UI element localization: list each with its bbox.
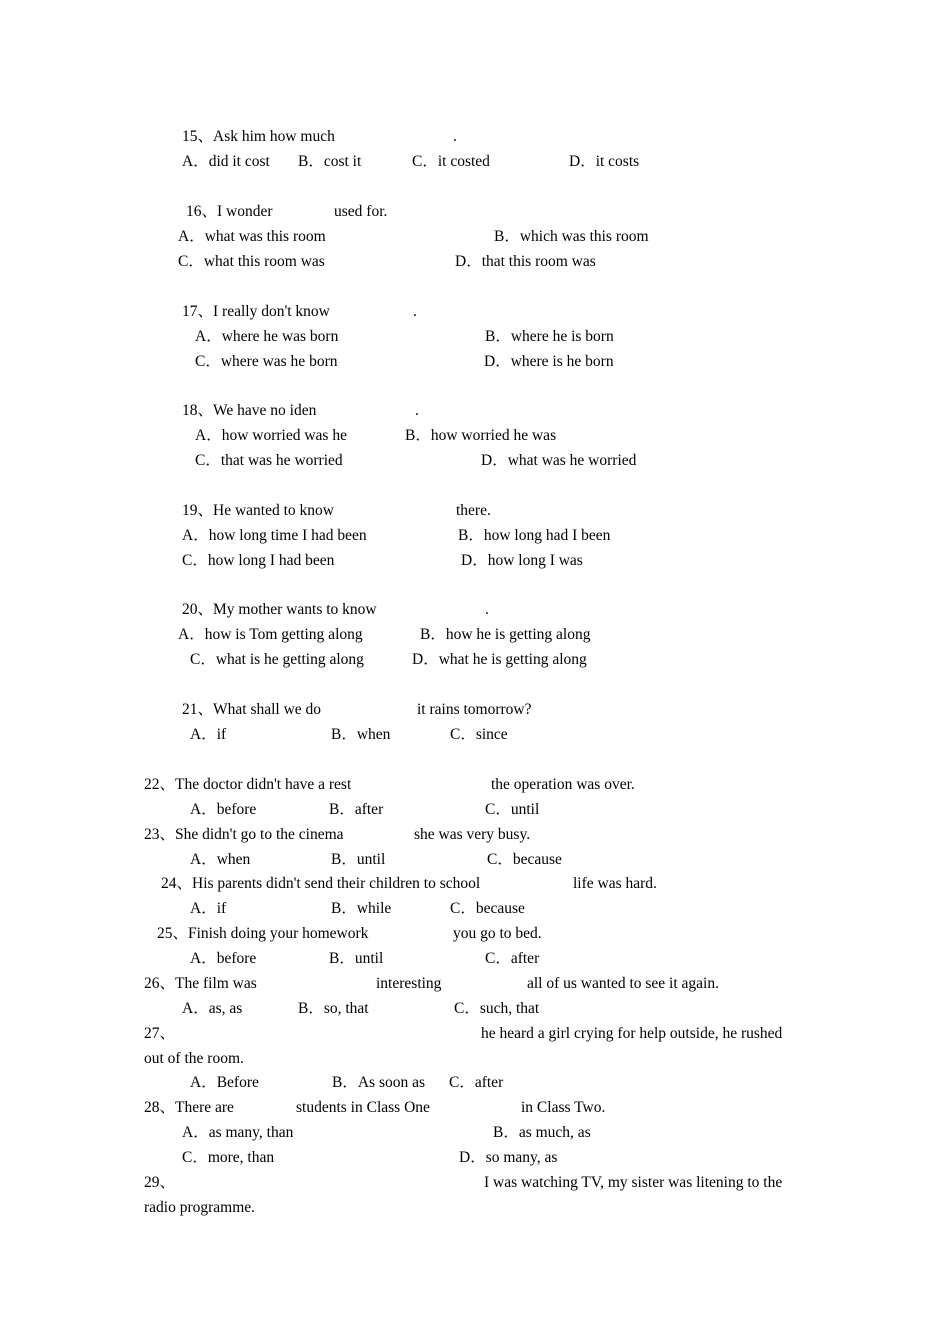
question-stem: 21、What shall we do [182, 701, 322, 718]
question-stem: . [485, 601, 489, 618]
question-stem: 17、I really don't know [182, 303, 330, 320]
option-c: C．that was he worried [195, 452, 343, 469]
question-stem: 25、Finish doing your homework [157, 925, 369, 942]
option-a: A．before [190, 801, 257, 818]
option-b: B．until [329, 950, 384, 967]
question-stem: 27、 [144, 1025, 176, 1042]
question-stem: 20、My mother wants to know [182, 601, 377, 618]
option-a: A．when [190, 851, 251, 868]
option-a: A．where he was born [195, 328, 339, 345]
option-b: B．how worried he was [405, 427, 557, 444]
question-stem: it rains tomorrow? [417, 701, 532, 718]
question-stem: 22、The doctor didn't have a rest [144, 776, 352, 793]
question-stem: 28、There are [144, 1099, 234, 1116]
question-stem: 24、His parents didn't send their children to school [161, 875, 481, 892]
option-c: C．what this room was [178, 253, 325, 270]
option-b: B．while [331, 900, 392, 917]
option-a: A．how worried was he [195, 427, 347, 444]
option-c: C．until [485, 801, 540, 818]
option-c: C．since [450, 726, 508, 743]
option-c: C．what is he getting along [190, 651, 364, 668]
option-d: D．how long I was [461, 552, 583, 569]
option-a: A．if [190, 900, 227, 917]
option-b: B．cost it [298, 153, 362, 170]
option-a: A．how long time I had been [182, 527, 367, 544]
option-a: A．how is Tom getting along [178, 626, 363, 643]
option-d: D．that this room was [455, 253, 596, 270]
question-stem: the operation was over. [491, 776, 635, 793]
question-stem: he heard a girl crying for help outside, he rushed [481, 1025, 783, 1042]
option-c: C．more, than [182, 1149, 275, 1166]
question-stem: . [415, 402, 419, 419]
question-stem: . [413, 303, 417, 320]
option-b: B．where he is born [485, 328, 614, 345]
option-c: C．it costed [412, 153, 490, 170]
question-stem: students in Class One [296, 1099, 430, 1116]
option-b: B．As soon as [332, 1074, 426, 1091]
option-a: A．as many, than [182, 1124, 294, 1141]
option-b: B．which was this room [494, 228, 649, 245]
option-b: B．as much, as [493, 1124, 591, 1141]
option-b: B．how long had I been [458, 527, 611, 544]
option-c: C．how long I had been [182, 552, 335, 569]
question-stem: I was watching TV, my sister was litening to the [484, 1174, 783, 1191]
question-stem: . [453, 128, 457, 145]
option-a: A．before [190, 950, 257, 967]
option-b: B．so, that [298, 1000, 369, 1017]
question-stem: out of the room. [144, 1050, 244, 1067]
option-d: D．so many, as [459, 1149, 558, 1166]
option-c: C．such, that [454, 1000, 540, 1017]
question-stem: 19、He wanted to know [182, 502, 334, 519]
question-stem: 23、She didn't go to the cinema [144, 826, 344, 843]
question-stem: you go to bed. [453, 925, 542, 942]
question-stem: 15、Ask him how much [182, 128, 335, 145]
question-stem: 29、 [144, 1174, 176, 1191]
question-stem: used for. [334, 203, 388, 220]
question-stem: 18、We have no iden [182, 402, 317, 419]
question-stem: life was hard. [573, 875, 657, 892]
option-b: B．when [331, 726, 391, 743]
option-c: C．after [449, 1074, 504, 1091]
question-stem: radio programme. [144, 1199, 256, 1216]
option-d: D．where is he born [484, 353, 614, 370]
option-b: B．after [329, 801, 384, 818]
option-c: C．because [450, 900, 525, 917]
option-a: A．did it cost [182, 153, 270, 170]
option-a: A．as, as [182, 1000, 243, 1017]
question-stem: she was very busy. [414, 826, 531, 843]
option-a: A．if [190, 726, 227, 743]
option-a: A．what was this room [178, 228, 326, 245]
option-b: B．until [331, 851, 386, 868]
option-d: D．what was he worried [481, 452, 637, 469]
option-c: C．because [487, 851, 562, 868]
question-stem: 16、I wonder [186, 203, 273, 220]
question-stem: there. [456, 502, 491, 519]
option-c: C．after [485, 950, 540, 967]
option-d: D．what he is getting along [412, 651, 587, 668]
question-stem: in Class Two. [521, 1099, 606, 1116]
option-a: A．Before [190, 1074, 259, 1091]
question-stem: 26、The film was [144, 975, 257, 992]
option-c: C．where was he born [195, 353, 338, 370]
option-b: B．how he is getting along [420, 626, 591, 643]
option-d: D．it costs [569, 153, 640, 170]
question-stem: all of us wanted to see it again. [527, 975, 719, 992]
question-stem: interesting [376, 975, 442, 992]
